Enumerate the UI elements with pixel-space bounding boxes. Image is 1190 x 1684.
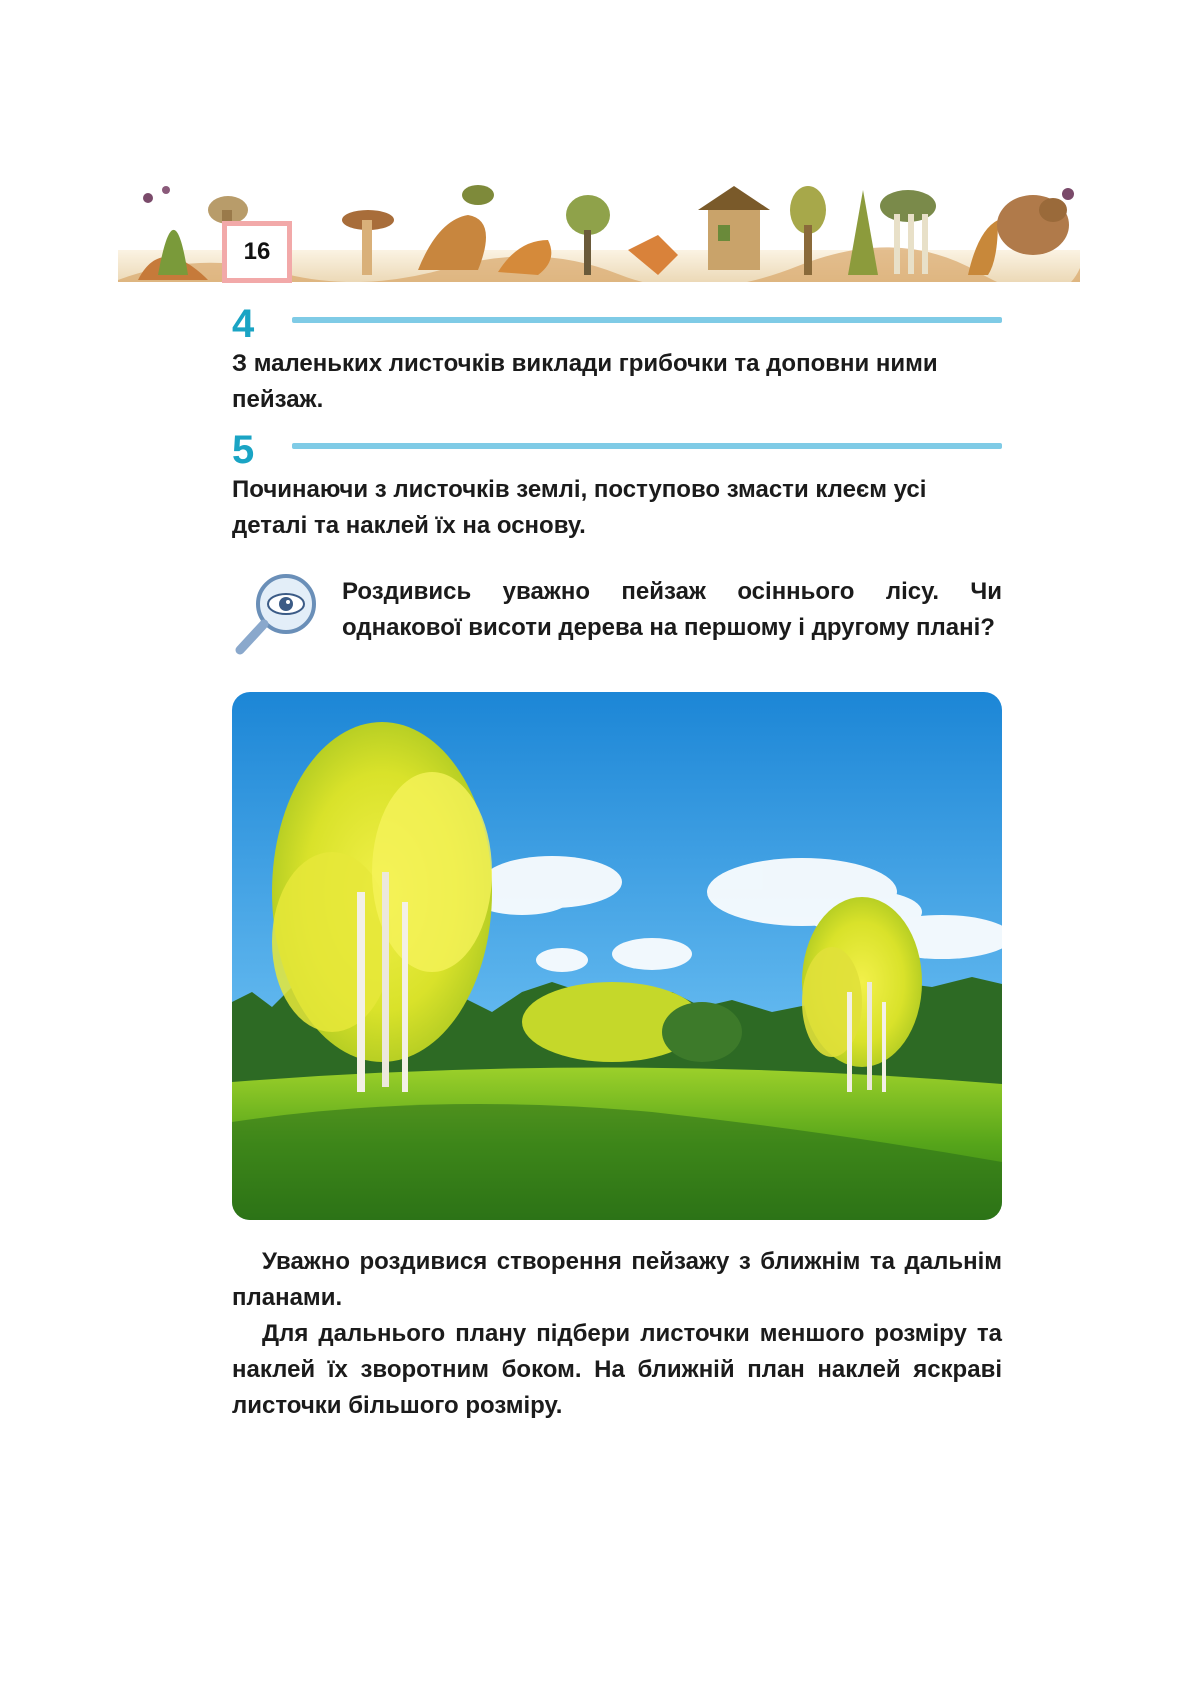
instruction-paragraph-2: Для дальнього плану підбери листочки меншого розміру та наклей їх зворотним боком. На ближній план наклей яскраві листочки більшого розміру. [232, 1320, 1002, 1419]
instruction-block [232, 1244, 1002, 1424]
instruction-paragraph-1: Уважно роздивися створення пейзажу з ближнім та дальнім планами. [232, 1248, 1002, 1311]
step-5-text [232, 472, 1002, 544]
step-divider-5 [292, 443, 1002, 449]
page-number: 16 [222, 221, 292, 283]
observe-paragraph: Роздивись уважно пейзаж осіннього лісу. Чи однакової висоти дерева на першому і другому плані? [342, 578, 1002, 641]
magnifier-eye-icon [232, 572, 320, 658]
step-4-text [232, 346, 1002, 418]
step-number-5: 5 [232, 428, 255, 472]
step-number-4: 4 [232, 302, 255, 346]
step-divider-4 [292, 317, 1002, 323]
step-5-paragraph: Починаючи з листочків землі, поступово змасти клеєм усі деталі та наклей їх на основу. [232, 476, 927, 539]
step-4-paragraph: З маленьких листочків виклади грибочки та доповни ними пейзаж. [232, 350, 938, 413]
landscape-photo [232, 692, 1002, 1220]
observe-text [342, 574, 1002, 646]
